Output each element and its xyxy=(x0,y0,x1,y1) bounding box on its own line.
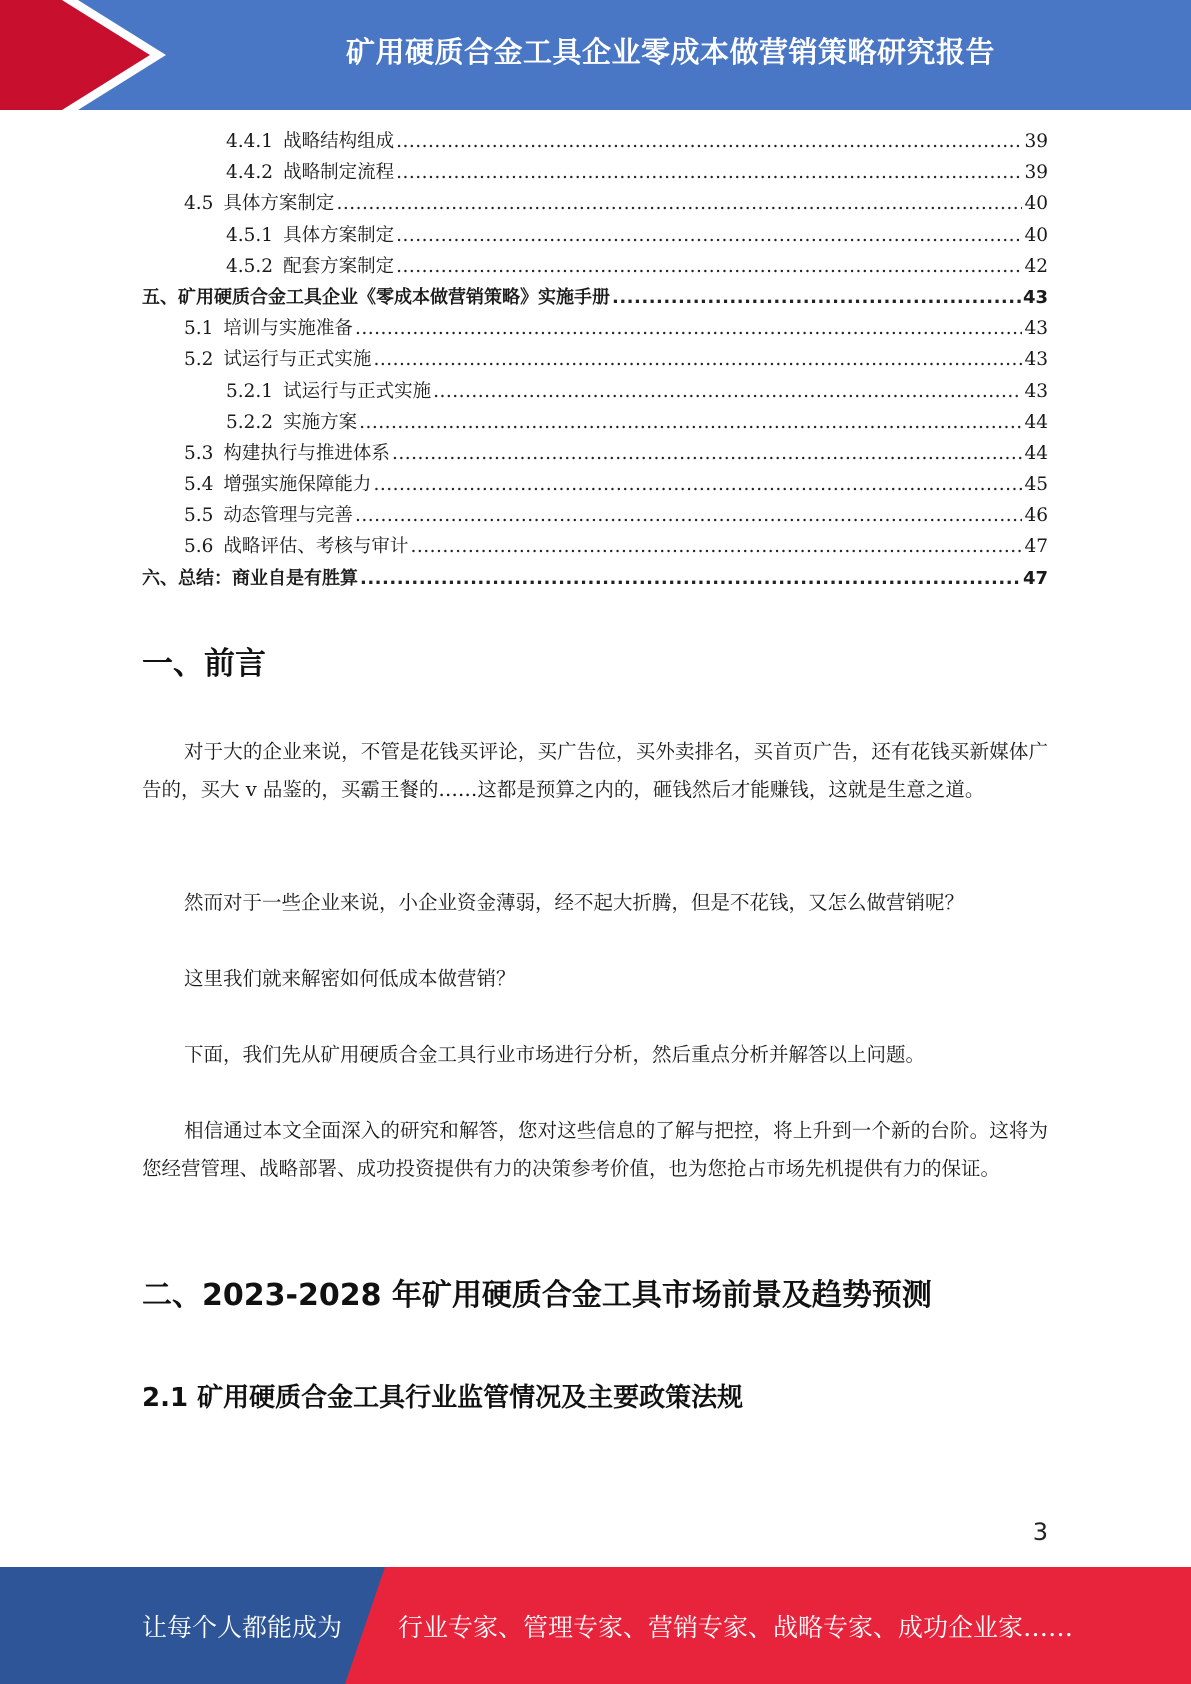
toc-leader-dots xyxy=(336,193,1022,214)
table-of-contents xyxy=(142,127,1048,595)
toc-entry-title: 动态管理与完善 xyxy=(223,505,353,527)
toc-entry-title: 培训与实施准备 xyxy=(223,318,353,340)
toc-leader-dots xyxy=(396,131,1022,152)
toc-leader-dots xyxy=(373,474,1022,495)
toc-entry-title: 战略制定流程 xyxy=(283,162,395,184)
toc-entry[interactable] xyxy=(142,408,1048,439)
toc-entry-title: 构建执行与推进体系 xyxy=(223,442,390,464)
toc-entry-title: 六、总结：商业自是有胜算 xyxy=(142,567,358,589)
toc-entry-number: 5.5 xyxy=(184,505,214,527)
toc-leader-dots xyxy=(360,568,1021,589)
toc-entry-number: 5.2.1 xyxy=(226,380,274,402)
toc-leader-dots xyxy=(396,256,1022,277)
toc-entry-title: 试运行与正式实施 xyxy=(283,380,432,402)
toc-leader-dots xyxy=(433,381,1022,402)
toc-entry-page: 45 xyxy=(1024,474,1048,496)
toc-entry-title: 战略结构组成 xyxy=(283,131,395,152)
toc-entry-title: 试运行与正式实施 xyxy=(223,349,372,371)
toc-entry-number: 4.5.2 xyxy=(226,255,274,277)
toc-entry-page: 44 xyxy=(1024,442,1048,464)
toc-entry-number: 5.1 xyxy=(184,318,214,340)
toc-entry[interactable] xyxy=(142,532,1048,563)
toc-entry[interactable] xyxy=(142,470,1048,501)
toc-entry-page: 40 xyxy=(1024,224,1048,246)
toc-entry-title: 五、矿用硬质合金工具企业《零成本做营销策略》实施手册 xyxy=(142,286,610,308)
toc-entry[interactable] xyxy=(142,377,1048,408)
toc-entry-page: 43 xyxy=(1024,318,1048,340)
page-header xyxy=(0,0,1191,110)
toc-entry-number: 4.4.1 xyxy=(226,131,274,152)
toc-leader-dots xyxy=(396,162,1022,183)
toc-entry[interactable] xyxy=(142,283,1048,314)
toc-entry-number: 5.2.2 xyxy=(226,411,274,433)
toc-leader-dots xyxy=(392,443,1023,464)
page-footer xyxy=(0,1567,1191,1684)
toc-leader-dots xyxy=(410,536,1022,557)
toc-entry[interactable] xyxy=(142,439,1048,470)
toc-entry-title: 具体方案制定 xyxy=(223,193,335,215)
toc-entry-number: 4.5 xyxy=(184,193,214,215)
paragraph: 然而对于一些企业来说，小企业资金薄弱，经不起大折腾，但是不花钱，又怎么做营销呢？ xyxy=(184,891,965,914)
toc-leader-dots xyxy=(355,318,1023,339)
toc-entry-title: 增强实施保障能力 xyxy=(223,474,372,496)
toc-entry-number: 4.4.2 xyxy=(226,162,274,184)
toc-entry-page: 40 xyxy=(1024,193,1048,215)
toc-entry[interactable] xyxy=(142,158,1048,189)
page-number: 3 xyxy=(1032,1518,1048,1546)
toc-entry[interactable] xyxy=(142,501,1048,532)
report-title: 矿用硬质合金工具企业零成本做营销策略研究报告 xyxy=(345,34,995,69)
footer-slogan-left: 让每个人都能成为 xyxy=(142,1612,343,1642)
toc-leader-dots xyxy=(359,412,1022,433)
toc-entry[interactable] xyxy=(142,221,1048,252)
section-heading-preface: 一、前言 xyxy=(142,646,266,682)
toc-entry-title: 具体方案制定 xyxy=(283,224,395,246)
paragraph: 下面，我们先从矿用硬质合金工具行业市场进行分析，然后重点分析并解答以上问题。 xyxy=(184,1043,926,1066)
toc-entry-page: 43 xyxy=(1022,286,1048,308)
toc-entry-number: 4.5.1 xyxy=(226,224,274,246)
paragraph: 这里我们就来解密如何低成本做营销？ xyxy=(184,967,516,990)
toc-entry-page: 39 xyxy=(1024,162,1048,184)
toc-entry-page: 44 xyxy=(1024,411,1048,433)
toc-entry-title: 实施方案 xyxy=(283,411,358,433)
toc-entry[interactable] xyxy=(142,252,1048,283)
toc-entry[interactable] xyxy=(142,345,1048,376)
toc-leader-dots xyxy=(612,287,1021,308)
toc-entry-number: 5.3 xyxy=(184,442,214,464)
paragraph: 对于大的企业来说，不管是花钱买评论，买广告位，买外卖排名，买首页广告，还有花钱买新媒体广告的，买大 v 品鉴的，买霸王餐的……这都是预算之内的，砸钱然后才能赚钱，这就是生意之道。 xyxy=(142,740,1048,801)
toc-entry-title: 战略评估、考核与审计 xyxy=(223,536,409,558)
subsection-heading: 2.1 矿用硬质合金工具行业监管情况及主要政策法规 xyxy=(142,1383,744,1413)
toc-entry[interactable] xyxy=(142,314,1048,345)
toc-entry[interactable] xyxy=(142,564,1048,595)
toc-entry[interactable] xyxy=(142,127,1048,158)
toc-entry-number: 5.4 xyxy=(184,474,214,496)
footer-slogan-right: 行业专家、管理专家、营销专家、战略专家、成功企业家…… xyxy=(398,1612,1074,1642)
toc-entry-page: 47 xyxy=(1022,567,1048,589)
toc-leader-dots xyxy=(355,505,1023,526)
toc-entry-page: 39 xyxy=(1024,131,1048,152)
toc-entry-page: 46 xyxy=(1024,505,1048,527)
toc-entry-page: 47 xyxy=(1024,536,1048,558)
toc-entry-page: 42 xyxy=(1024,255,1048,277)
paragraph: 相信通过本文全面深入的研究和解答，您对这些信息的了解与把控，将上升到一个新的台阶。这将为您经营管理、战略部署、成功投资提供有力的决策参考价值，也为您抢占市场先机提供有力的保证。 xyxy=(142,1119,1048,1180)
toc-entry-title: 配套方案制定 xyxy=(283,255,395,277)
toc-entry-number: 5.6 xyxy=(184,536,214,558)
toc-entry-number: 5.2 xyxy=(184,349,214,371)
toc-entry-page: 43 xyxy=(1024,349,1048,371)
toc-leader-dots xyxy=(373,349,1022,370)
toc-leader-dots xyxy=(396,225,1022,246)
section-heading-market-outlook: 二、2023-2028 年矿用硬质合金工具市场前景及趋势预测 xyxy=(142,1278,932,1313)
toc-entry[interactable] xyxy=(142,189,1048,220)
toc-entry-page: 43 xyxy=(1024,380,1048,402)
